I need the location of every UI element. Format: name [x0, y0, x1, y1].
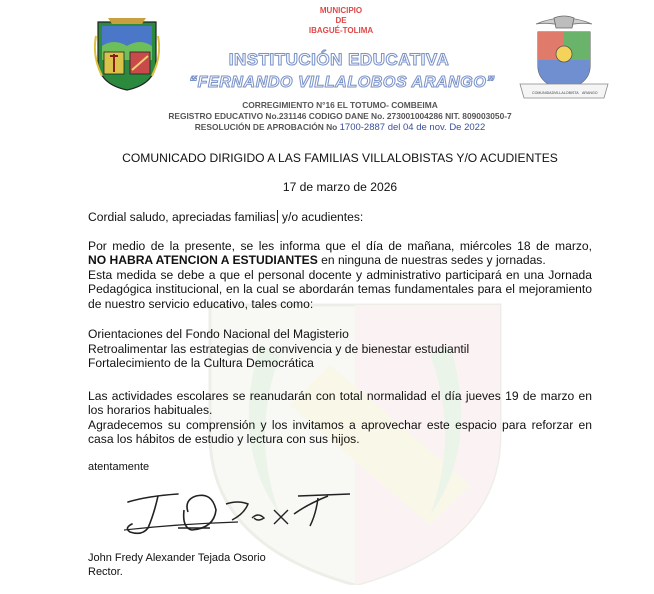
paragraph-1-rest: en ninguna de nuestras sedes y jornadas.	[317, 253, 546, 267]
institution-name-line1: INSTITUCIÓN EDUCATIVA	[228, 50, 450, 69]
municipality-heading	[296, 6, 386, 36]
letter-title: COMUNICADO DIRIGIDO A LAS FAMILIAS VILLALOBISTAS Y/O ACUDIENTES	[122, 151, 558, 165]
paragraph-3: Las actividades escolares se reanudarán con total normalidad el día jueves 19 de marzo en los horarios habituales.	[88, 389, 592, 418]
institution-name-line2: “FERNANDO VILLALOBOS ARANGO”	[189, 74, 495, 91]
letter-date: 17 de marzo de 2026	[282, 180, 398, 194]
institution-crest-icon	[518, 14, 610, 102]
paragraph-2: Esta medida se debe a que el personal docente y administrativo participará en una Jornada Pedagógica institucional, en la cual se abordarán temas fundamentales para el mejoramiento de nuestro servicio educativo, tales como:	[88, 268, 592, 311]
crest-caption-mid: VILLALOBISTA	[554, 91, 579, 95]
signer-role: Rector.	[88, 566, 123, 578]
text-cursor	[277, 210, 278, 223]
signer-name: John Fredy Alexander Tejada Osorio	[88, 552, 266, 564]
topic-item: Fortalecimiento de la Cultura Democrática	[88, 356, 314, 370]
municipality-line: IBAGUÉ-TOLIMA	[308, 26, 374, 35]
crest-caption-left: COMUNIDAD	[532, 91, 555, 95]
no-attention-notice: NO HABRA ATENCION A ESTUDIANTES	[88, 253, 318, 267]
municipality-crest-icon	[94, 16, 160, 92]
greeting	[88, 210, 592, 224]
municipality-line: MUNICIPIO	[319, 6, 363, 15]
paragraph-1-line-2	[88, 253, 592, 267]
greeting-part-b: y/o acudientes:	[278, 210, 364, 224]
paragraph-1-line-1: Por medio de la presente, se les informa que el día de mañana, miércoles 18 de marzo,	[88, 239, 592, 253]
topic-item: Retroalimentar las estrategias de convivencia y de bienestar estudiantil	[88, 342, 470, 356]
corregimiento-line: CORREGIMIENTO N°16 EL TOTUMO- COMBEIMA	[242, 100, 438, 110]
resolucion-value: 1700-2887 del 04 de nov. De 2022	[339, 122, 486, 133]
closing: atentamente	[88, 461, 150, 473]
resolucion-prefix: RESOLUCIÓN DE APROBACIÓN No	[194, 122, 340, 132]
resolucion-line	[130, 122, 550, 133]
paragraph-4: Agradecemos su comprensión y los invitamos a aprovechar este espacio para reforzar en casa los hábitos de estudio y lectura con sus hijos.	[88, 418, 592, 447]
municipality-line: DE	[335, 16, 347, 25]
topic-item: Orientaciones del Fondo Nacional del Magisterio	[88, 327, 349, 341]
crest-caption-right: ARANGO	[582, 91, 598, 95]
handwritten-signature	[118, 484, 418, 542]
registro-line: REGISTRO EDUCATIVO No.231146 CODIGO DANE No. 273001004286 NIT. 809003050-7	[168, 111, 512, 121]
greeting-part-a: Cordial saludo, apreciadas familias	[88, 210, 276, 224]
